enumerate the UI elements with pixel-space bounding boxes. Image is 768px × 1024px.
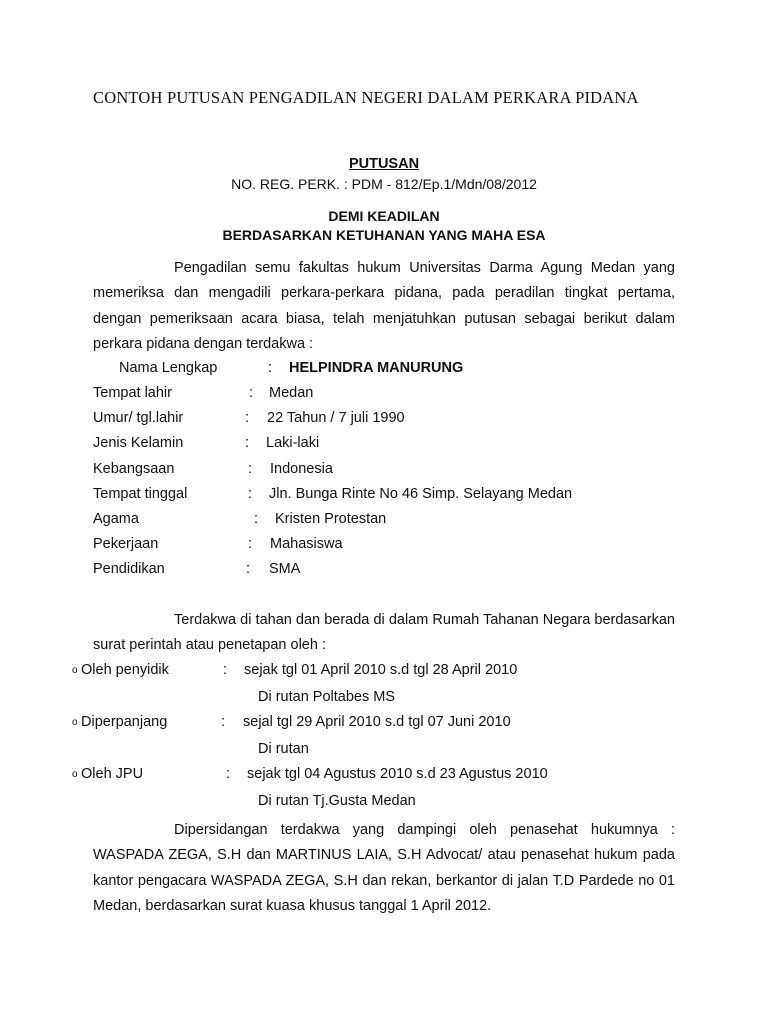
counsel-paragraph [93, 818, 675, 919]
identity-colon: : [268, 360, 273, 376]
identity-label: Tempat tinggal [93, 486, 188, 502]
identity-label: Kebangsaan [93, 461, 175, 477]
putusan-heading: PUTUSAN [348, 156, 420, 172]
detention-colon: : [226, 766, 231, 782]
bullet-icon: o [72, 717, 78, 728]
identity-label: Agama [93, 511, 139, 527]
detention-colon: : [223, 662, 228, 678]
identity-label: Pendidikan [93, 561, 165, 577]
identity-value: Mahasiswa [270, 536, 343, 552]
identity-colon: : [249, 385, 254, 401]
identity-colon: : [248, 536, 253, 552]
bullet-icon: o [72, 665, 78, 676]
detention-period: sejal tgl 29 April 2010 s.d tgl 07 Juni 2010 [243, 714, 511, 730]
identity-label: Jenis Kelamin [93, 435, 184, 451]
ketuhanan-line: BERDASARKAN KETUHANAN YANG MAHA ESA [222, 227, 546, 243]
identity-value: SMA [269, 561, 301, 577]
bullet-icon: o [72, 769, 78, 780]
document-title: CONTOH PUTUSAN PENGADILAN NEGERI DALAM PERKARA PIDANA [93, 88, 639, 107]
identity-colon: : [246, 561, 251, 577]
detention-label: Oleh JPU [81, 766, 144, 782]
identity-value: Kristen Protestan [275, 511, 387, 527]
detention-period: sejak tgl 01 April 2010 s.d tgl 28 April 2010 [244, 662, 518, 678]
identity-colon: : [248, 486, 253, 502]
detention-label: Diperpanjang [81, 714, 168, 730]
identity-label: Nama Lengkap [119, 360, 218, 376]
detention-place: Di rutan [258, 741, 309, 757]
identity-colon: : [245, 410, 250, 426]
identity-label: Umur/ tgl.lahir [93, 410, 184, 426]
identity-value: Medan [269, 385, 314, 401]
identity-label: Tempat lahir [93, 385, 172, 401]
detention-label: Oleh penyidik [81, 662, 169, 678]
identity-value: 22 Tahun / 7 juli 1990 [267, 410, 405, 426]
detention-period: sejak tgl 04 Agustus 2010 s.d 23 Agustus 2010 [247, 766, 548, 782]
identity-colon: : [245, 435, 250, 451]
identity-value: Jln. Bunga Rinte No 46 Simp. Selayang Medan [269, 486, 573, 502]
identity-value: Indonesia [270, 461, 333, 477]
intro-paragraph-text: Pengadilan semu fakultas hukum Universitas Darma Agung Medan yang memeriksa dan mengadili perkara-perkara pidana, pada peradilan tingkat pertama, dengan pemeriksaan acara biasa, telah menjatuhkan putusan sebagai berikut dalam perkara pidana dengan terdakwa : [93, 260, 675, 352]
detention-place: Di rutan Tj.Gusta Medan [258, 793, 416, 809]
identity-value: Laki-laki [266, 435, 320, 451]
identity-colon: : [248, 461, 253, 477]
intro-paragraph [93, 256, 675, 357]
detention-paragraph [93, 608, 675, 659]
identity-label: Pekerjaan [93, 536, 159, 552]
detention-colon: : [221, 714, 226, 730]
demi-keadilan-line: DEMI KEADILAN [328, 208, 440, 224]
detention-paragraph-text: Terdakwa di tahan dan berada di dalam Rumah Tahanan Negara berdasarkan surat perintah atau penetapan oleh : [93, 612, 675, 654]
counsel-paragraph-text: Dipersidangan terdakwa yang dampingi oleh penasehat hukumnya : WASPADA ZEGA, S.H dan MARTINUS LAIA, S.H Advocat/ atau penasehat hukum pada kantor pengacara WASPADA ZEGA, S.H dan rekan, berkantor di jalan T.D Pardede no 01 Medan, berdasarkan surat kuasa khusus tanggal 1 April 2012. [93, 822, 675, 914]
detention-place: Di rutan Poltabes MS [258, 689, 396, 705]
registration-number: NO. REG. PERK. : PDM - 812/Ep.1/Mdn/08/2012 [231, 176, 537, 192]
identity-colon: : [254, 511, 259, 527]
identity-value: HELPINDRA MANURUNG [289, 360, 464, 376]
